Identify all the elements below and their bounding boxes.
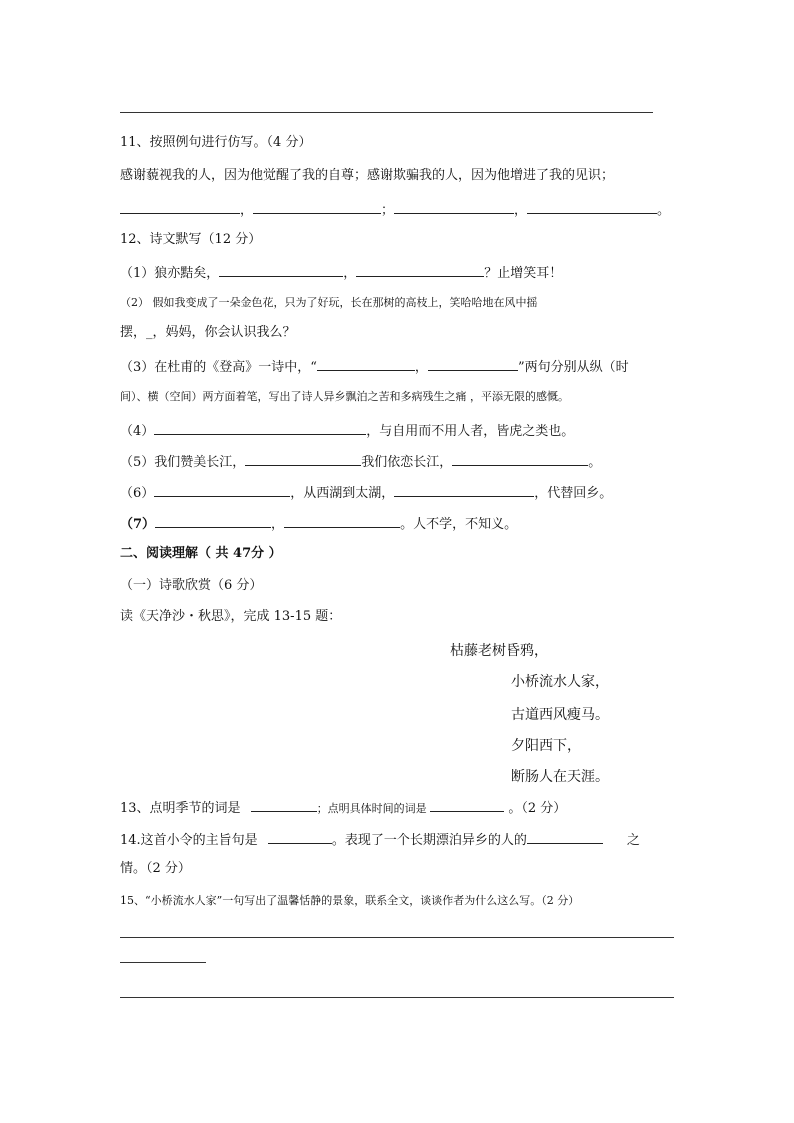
answer-blank[interactable]: [430, 797, 504, 812]
q12-title: 12、诗文默写（12 分）: [120, 232, 262, 247]
poem-line: 古道西风瘦马。: [511, 707, 609, 723]
answer-blank[interactable]: [219, 262, 343, 277]
q12-item-1: （1）狼亦黠矣， ， ？止增笑耳！: [120, 262, 562, 283]
answer-blank[interactable]: [154, 420, 366, 435]
answer-blank[interactable]: [120, 199, 240, 214]
poem-line: 夕阳西下，: [511, 738, 581, 754]
q13: 13、点明季节的词是 ；点明具体时间的词是 。（2 分）: [120, 797, 566, 818]
top-rule: [120, 112, 653, 113]
answer-blank[interactable]: [268, 829, 332, 844]
q12-item-7: （7） ， 。人不学，不知义。: [120, 513, 517, 534]
answer-blank[interactable]: [284, 513, 400, 528]
answer-rule[interactable]: [120, 937, 674, 938]
poem-line: 断肠人在天涯。: [511, 769, 609, 785]
q11-answer-row: ， ； ， 。: [120, 199, 670, 220]
answer-blank[interactable]: [428, 356, 518, 371]
answer-blank[interactable]: [154, 482, 290, 497]
q12-item-3b: 间）、横（空间）两方面着笔，写出了诗人异乡飘泊之苦和多病残生之痛 ，平添无限的感慨。: [120, 390, 569, 403]
q12-item-6: （6） ，从西湖到太湖， ，代替回乡。: [120, 482, 612, 503]
q12-item-4: （4） ，与自用而不用人者，皆虎之类也。: [120, 420, 574, 441]
answer-blank[interactable]: [527, 829, 603, 844]
section2-sub1: （一）诗歌欣赏（6 分）: [120, 578, 263, 593]
q11-example: 感谢藐视我的人，因为他觉醒了我的自尊；感谢欺骗我的人，因为他增进了我的见识；: [120, 168, 615, 183]
q14-line2: 情。（2 分）: [120, 861, 191, 876]
answer-blank[interactable]: [394, 482, 534, 497]
poem-intro: 读《天净沙・秋思》，完成 13-15 题：: [120, 609, 342, 624]
q12-item-5: （5）我们赞美长江， 我们依恋长江， 。: [120, 451, 601, 472]
q15: 15、“小桥流水人家”一句写出了温馨恬静的景象，联系全文，谈谈作者为什么这么写。（2 分）: [120, 894, 580, 907]
q14: 14.这首小令的主旨句是 。表现了一个长期漂泊异乡的人的 之: [120, 829, 640, 850]
answer-blank[interactable]: [452, 451, 588, 466]
poem-line: 枯藤老树昏鸦，: [450, 643, 548, 659]
q11-title: 11、按照例句进行仿写。（4 分）: [120, 135, 312, 150]
answer-blank[interactable]: [253, 199, 381, 214]
answer-rule[interactable]: [120, 997, 674, 998]
answer-blank[interactable]: [394, 199, 514, 214]
answer-blank[interactable]: [251, 797, 317, 812]
answer-blank[interactable]: [527, 199, 657, 214]
answer-rule-short[interactable]: [120, 962, 206, 963]
answer-blank[interactable]: [356, 262, 484, 277]
q12-item-2b: 摆，_，妈妈，你会认识我么？: [120, 325, 296, 340]
poem-line: 小桥流水人家，: [511, 674, 609, 690]
q12-item-2a: （2） 假如我变成了一朵金色花，只为了好玩，长在那树的高枝上，笑哈哈地在风中摇: [120, 296, 538, 309]
section2-title: 二、阅读理解（ 共 47分 ）: [120, 546, 282, 561]
answer-blank[interactable]: [245, 451, 361, 466]
q12-item-3a: （3）在杜甫的《登高》一诗中，“ ， ”两句分别从纵（时: [120, 356, 629, 377]
answer-blank[interactable]: [317, 356, 415, 371]
answer-blank[interactable]: [155, 513, 271, 528]
